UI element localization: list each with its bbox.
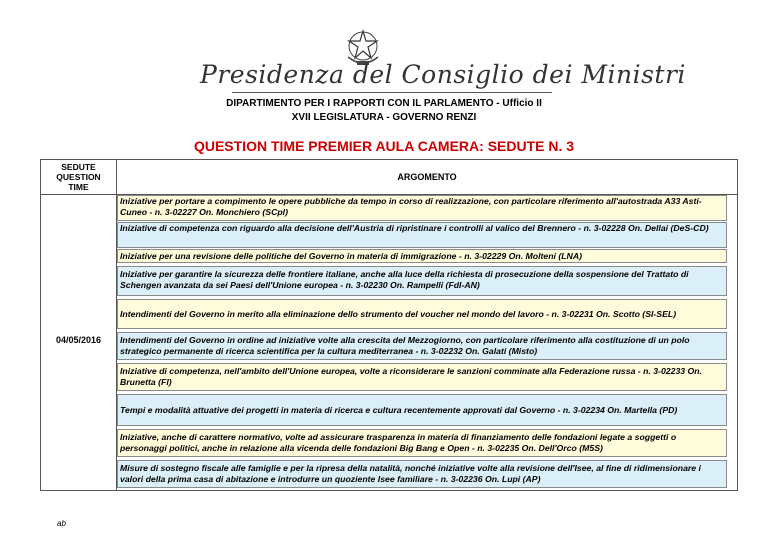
department-line: DIPARTIMENTO PER I RAPPORTI CON IL PARLAMENTO - Ufficio II <box>226 98 542 109</box>
column-header-sedute <box>41 160 117 195</box>
table-row: Misure di sostegno fiscale alle famiglie e per la ripresa della natalità, nonché iniziative volte alla revisione dell'Isee, al fine di ridimensionare i valori della prima casa di abitazione e introdurre un quoziente Isee familiare - n. 3-02236 On. Lupi (AP) <box>117 460 727 488</box>
question-time-table <box>40 159 738 491</box>
title-underline <box>232 92 552 93</box>
legislature-line: XVII LEGISLATURA - GOVERNO RENZI <box>291 112 477 123</box>
column-header-line: SEDUTE <box>61 162 96 172</box>
table-row: Iniziative per garantire la sicurezza delle frontiere italiane, anche alla luce della richiesta di prosecuzione della sospensione del Trattato di Schengen avanzata da sei Paesi dell'Unione europea - n. 3-02230 On. Rampelli (FdI-AN) <box>117 266 727 296</box>
column-header-line: TIME <box>68 182 89 192</box>
table-row: Iniziative per una revisione delle politiche del Governo in materia di immigrazione - n. 3-02229 On. Molteni (LNA) <box>117 249 727 263</box>
table-row: Iniziative di competenza con riguardo alla decisione dell'Austria di ripristinare i controlli al valico del Brennero - n. 3-02228 On. Dellai (DeS-CD) <box>117 222 727 248</box>
column-header-argomento: ARGOMENTO <box>117 160 737 195</box>
page-title: QUESTION TIME PREMIER AULA CAMERA: SEDUTE N. 3 <box>193 138 575 154</box>
session-date: 04/05/2016 <box>55 335 102 345</box>
table-row: Intendimenti del Governo in ordine ad iniziative volte alla crescita del Mezzogiorno, con particolare riferimento alla costituzione di un polo strategico permanente di ricerca scientifica per la cultura mediterranea - n. 3-02232 On. Galati (Misto) <box>117 332 727 360</box>
table-row: Iniziative, anche di carattere normativo, volte ad assicurare trasparenza in materia di finanziamento delle fondazioni legate a soggetti o personaggi politici, anche in relazione alla vicenda delle fondazioni Big Bang e Open - n. 3-02235 On. Dell'Orco (M5S) <box>117 429 727 457</box>
column-header-line: QUESTION <box>56 172 101 182</box>
table-row: Tempi e modalità attuative dei progetti in materia di ricerca e cultura recentemente approvati dal Governo - n. 3-02234 On. Martella (PD) <box>117 394 727 426</box>
table-row: Intendimenti del Governo in merito alla eliminazione dello strumento del voucher nel mondo del lavoro - n. 3-02231 On. Scotto (SI-SEL) <box>117 299 727 329</box>
date-cell <box>41 195 117 490</box>
table-row: Iniziative di competenza, nell'ambito dell'Unione europea, volte a riconsiderare le sanzioni comminate alla Federazione russa - n. 3-02233 On. Brunetta (FI) <box>117 363 727 391</box>
table-row: Iniziative per portare a compimento le opere pubbliche da tempo in corso di realizzazione, con particolare riferimento all'autostrada A33 Asti-Cuneo - n. 3-02227 On. Monchiero (SCpl) <box>117 195 727 221</box>
presidency-script-title: Presidenza del Consiglio dei Ministri <box>200 60 686 89</box>
footer-initials: ab <box>57 519 66 528</box>
